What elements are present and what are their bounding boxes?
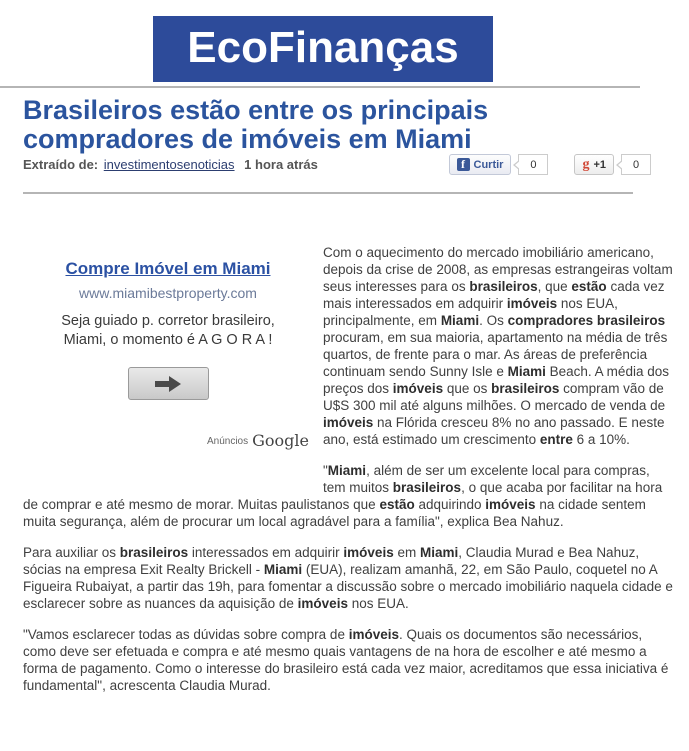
ad-description-line1: Seja guiado p. corretor brasileiro,	[61, 313, 275, 329]
ad-next-button[interactable]	[128, 367, 209, 400]
article-paragraph-3: Para auxiliar os brasileiros interessados em adquirir imóveis em Miami, Claudia Murad e Bea Nahuz, sócias na empresa Exit Realty Brickell - Miami (EUA), realizam amanhã, 22, em São Paulo, coquetel no A Figueira Rubaiyat, a partir das 19h, para fomentar a discussão sobre o mercado imobiliário naquela cidade e esclarecer sobre as nuances da aquisição de imóveis nos EUA.	[23, 545, 673, 611]
content-divider	[23, 192, 633, 194]
facebook-like-group	[449, 154, 549, 175]
gplus-button[interactable]	[574, 154, 614, 175]
time-ago: 1 hora atrás	[244, 157, 318, 172]
google-icon: g	[582, 157, 590, 172]
article-title: Brasileiros estão entre os principais compradores de imóveis em Miami	[23, 95, 489, 154]
gplus-count: 0	[621, 154, 651, 175]
social-buttons	[449, 154, 652, 175]
right-arrow-icon	[155, 376, 181, 392]
facebook-like-count: 0	[518, 154, 548, 175]
site-logo[interactable]: EcoFinanças	[153, 16, 493, 82]
google-ad-box	[23, 244, 313, 480]
source-link[interactable]: investimentosenoticias	[103, 157, 235, 172]
gplus-group	[574, 154, 651, 175]
ad-display-url: www.miamibestproperty.com	[79, 285, 257, 301]
header-divider	[0, 86, 640, 88]
ad-title-link[interactable]: Compre Imóvel em Miami	[65, 259, 271, 278]
article-meta-row	[23, 154, 651, 175]
google-logo: Google	[252, 431, 309, 450]
gplus-label: +1	[593, 158, 606, 171]
ads-by-google-label: Anúncios	[206, 436, 249, 447]
ads-by-google[interactable]	[23, 432, 313, 450]
article-paragraph-2: "Miami, além de ser um excelente local para compras, tem muitos brasileiros, o que acaba por facilitar na hora de comprar e até mesmo de morar. Muitas paulistanos que estão adquirindo imóveis na cidade sentem muita segurança, além de procurar um local agradável para a família", explica Bea Nahuz.	[23, 463, 663, 529]
ad-description-line2: Miami, o momento é A G O R A !	[63, 332, 273, 348]
facebook-like-label: Curtir	[473, 158, 504, 171]
facebook-like-button[interactable]	[449, 154, 512, 175]
article-paragraph-4: "Vamos esclarecer todas as dúvidas sobre compra de imóveis. Quais os documentos são necessários, como deve ser efetuada e compra e até mesmo quais vantagens de na hora de escolher e até mesmo a forma de pagamento. Como o interesse do brasileiro está cada vez maior, acreditamos que essa iniciativa é fundamental", acrescenta Claudia Murad.	[23, 627, 669, 693]
ad-description	[23, 312, 313, 350]
article-paragraph-1: Com o aquecimento do mercado imobiliário americano, depois da crise de 2008, as empresas estrangeiras voltam seus interesses para os brasileiros, que estão cada vez mais interessados em adquirir imóveis nos EUA, principalmente, em Miami. Os compradores brasileiros procuram, em sua maioria, apartamento na média de três quartos, de frente para o mar. As áreas de preferência continuam sendo Sunny Isle e Miami Beach. A média dos preços dos imóveis que os brasileiros compram vão de U$S 300 mil até alguns milhões. O mercado de venda de imóveis na Flórida cresceu 8% no ano passado. E neste ano, está estimado um crescimento entre 6 a 10%.	[323, 245, 673, 447]
article-meta	[23, 157, 318, 172]
source-label: Extraído de:	[23, 157, 99, 172]
article-body	[23, 244, 673, 708]
facebook-icon: f	[457, 158, 470, 171]
